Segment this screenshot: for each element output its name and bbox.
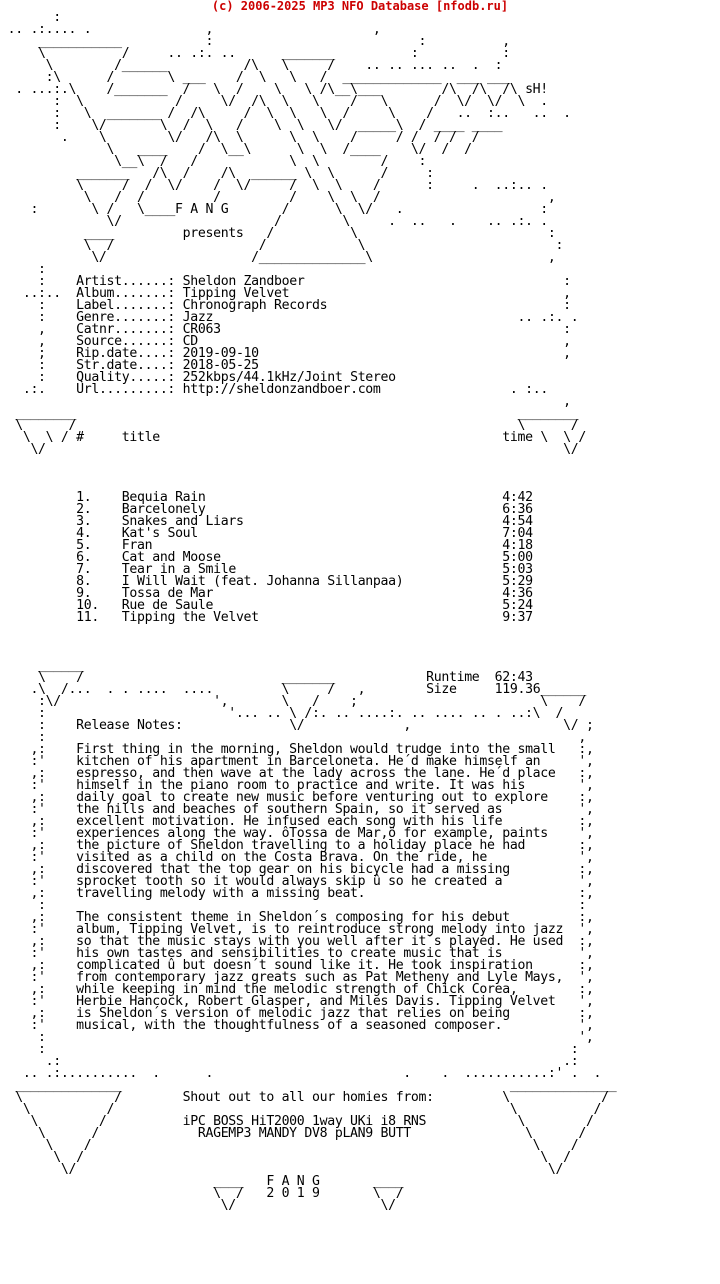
shoutout-text: Shout out to all our homies from: <box>182 1090 434 1105</box>
info-value: Tipping Velvet <box>182 286 290 301</box>
nfo-line: :\ / \ ___ / \ \ / _____________ ___ ___ <box>0 70 510 85</box>
nfo-line: .:. Url.........: http://sheldonzandboer.com . :.. <box>0 382 548 397</box>
nfo-line: : Label.......: Chronograph Records : <box>0 298 571 313</box>
notes-line: musical, with the thoughtfulness of a seasoned composer. <box>76 1018 503 1033</box>
info-value: Chronograph Records <box>182 298 328 313</box>
nfo-line: :' album, Tipping Velvet, is to reintroduce strong melody into jazz ', <box>0 922 594 937</box>
site-header: (c) 2006-2025 MP3 NFO Database [nfodb.ru] <box>211 0 509 13</box>
nfo-line: \/ \/ <box>0 1198 396 1213</box>
signature-year: 2 0 1 9 <box>266 1186 320 1201</box>
size-value: 119.36 <box>494 682 541 697</box>
info-label: Quality.....: <box>76 370 176 385</box>
nfo-line: ____ F A N G ____ <box>0 1174 404 1189</box>
column-header-num: # <box>76 430 84 445</box>
track-title: Rue de Saule <box>121 598 214 613</box>
nfo-line: ,: so that the music stays with you well after it´s played. He used :, <box>0 934 594 949</box>
nfo-line: \ / RAGEMP3 MANDY DV8 pLAN9 BUTT \ / <box>0 1126 586 1141</box>
nfo-line: , Source......: CD , <box>0 334 571 349</box>
nfo-line: : , <box>0 730 586 745</box>
notes-line: the hills and beaches of southern Spain, so it served as <box>76 802 503 817</box>
track-title: Fran <box>121 538 153 553</box>
info-value: CR063 <box>182 322 221 337</box>
track-number: 1. <box>76 490 92 505</box>
nfo-line: : \ / \/ /\ \ \ / \ / \/ \/ \ . <box>0 94 548 109</box>
nfo-line: ____ presents / \ : <box>0 226 556 241</box>
info-value: CD <box>182 334 198 349</box>
track-time: 5:24 <box>502 598 533 613</box>
info-value: 252kbps/44.1kHz/Joint Stereo <box>182 370 396 385</box>
nfo-line: \ / Shout out to all our homies from: \ / <box>0 1090 609 1105</box>
nfo-line: .. .:.......... . . . . ...........:' . . <box>0 1066 602 1081</box>
info-label: Rip.date....: <box>76 346 176 361</box>
nfo-line: \/ / \ . .. . .. .:. . <box>0 214 548 229</box>
nfo-line: ..:.. Album.......: Tipping Velvet , <box>0 286 571 301</box>
nfo-line: \/ /______________\ , <box>0 250 556 265</box>
track-time: 9:37 <box>502 610 533 625</box>
nfo-line: : <box>0 262 46 277</box>
track-number: 11. <box>76 610 99 625</box>
track-title: Tipping the Velvet <box>121 610 259 625</box>
track-number: 8. <box>76 574 92 589</box>
notes-line: his own tastes and sensibilities to create music that is <box>76 946 503 961</box>
notes-title: Release Notes: <box>76 718 183 733</box>
nfo-line: .\ /... . . .... .... \ / , Size 119.36______ <box>0 682 586 697</box>
nfo-line: : \ / \____F A N G / \ \/ . : <box>0 202 548 217</box>
nfo-line: : : <box>0 1042 579 1057</box>
track-time: 4:54 <box>502 514 533 529</box>
nfo-line: ______ <box>0 658 84 673</box>
groups-line: iPC BOSS HiT2000 1way UKi i8 RNS <box>182 1114 427 1129</box>
nfo-line: \/ \/ <box>0 442 579 457</box>
column-header-time: time <box>502 430 533 445</box>
nfo-line: \ / / \/ / \/ / \ \ / : . ..:.. . <box>0 178 548 193</box>
track-time: 5:03 <box>502 562 533 577</box>
track-title: Kat's Soul <box>121 526 198 541</box>
nfo-line: , Catnr.......: CR063 : <box>0 322 571 337</box>
nfo-line: ________ ________ <box>0 406 579 421</box>
track-title: Cat and Moose <box>121 550 221 565</box>
nfo-line: :' kitchen of his apartment in Barceloneta. He´d make himself an ', <box>0 754 594 769</box>
info-label: Artist......: <box>76 274 176 289</box>
nfo-line: :' his own tastes and sensibilities to create music that is ', <box>0 946 594 961</box>
nfo-line: : <box>0 10 61 25</box>
info-label: Str.date....: <box>76 358 176 373</box>
track-title: Tear in a Smile <box>121 562 236 577</box>
notes-line: Herbie Hancock, Robert Glasper, and Miles Davis. Tipping Velvet <box>76 994 556 1009</box>
notes-line: kitchen of his apartment in Barceloneta. He´d make himself an <box>76 754 541 769</box>
track-time: 4:18 <box>502 538 533 553</box>
nfo-line: ,: discovered that the top gear on his bicycle had a missing :, <box>0 862 594 877</box>
info-value: http://sheldonzandboer.com <box>182 382 381 397</box>
nfo-line: , <box>0 394 571 409</box>
notes-line: discovered that the top gear on his bicycle had a missing <box>76 862 510 877</box>
notes-line: so that the music stays with you well after it´s played. He used <box>76 934 564 949</box>
nfo-line: \ / \ / <box>0 418 579 433</box>
nfo-line: \ / .. .:. .. _______ : : <box>0 46 510 61</box>
track-number: 5. <box>76 538 92 553</box>
nfo-line: . ...:.\ /_______ / \ / \ \ /\__\___ /\ /\ /\ sH! <box>0 82 548 97</box>
notes-line: daily goal to create new music before venturing out to explore <box>76 790 548 805</box>
track-title: Bequia Rain <box>121 490 206 505</box>
nfo-line: : Genre.......: Jazz .. .:. . <box>0 310 579 325</box>
nfo-line: : : <box>0 898 586 913</box>
nfo-line: :' the hills and beaches of southern Spain, so it served as ', <box>0 802 594 817</box>
nfo-line: :' Herbie Hancock, Robert Glasper, and Miles Davis. Tipping Velvet ', <box>0 994 594 1009</box>
nfo-line: ,: espresso, and then wave at the lady across the lane. He´d place :, <box>0 766 594 781</box>
info-label: Album.......: <box>76 286 176 301</box>
notes-line: First thing in the morning, Sheldon would trudge into the small <box>76 742 556 757</box>
nfo-line: ,: the picture of Sheldon travelling to a holiday place he had :, <box>0 838 594 853</box>
nfo-line: .. .:.... . , , <box>0 22 381 37</box>
notes-line: while keeping in mind the melodic strength of Chick Corea, <box>76 982 518 997</box>
notes-line: complicated û but doesn´t sound like it. He took inspiration <box>76 958 533 973</box>
nfo-line: \ /______ /\ \ / .. .. ... .. . : <box>0 58 503 73</box>
nfo-line: : Str.date....: 2018-05-25 <box>0 358 259 373</box>
track-time: 7:04 <box>502 526 533 541</box>
nfo-line: :' from contemporary jazz greats such as Pat Metheny and Lyle Mays, ', <box>0 970 594 985</box>
nfo-line: : \ _______ / /\ / \ \ \ / \ / .. :.. .. . <box>0 106 571 121</box>
nfo-line: : Release Notes: \/ , \/ ; <box>0 718 594 733</box>
nfo-line: ______________ ______________ <box>0 1078 617 1093</box>
nfo-line: :' experiences along the way. ôTossa de Mar,ö for example, paints ', <box>0 826 594 841</box>
info-value: 2018-05-25 <box>182 358 259 373</box>
track-number: 3. <box>76 514 92 529</box>
notes-line: visited as a child on the Costa Brava. On the ride, he <box>76 850 488 865</box>
notes-line: espresso, and then wave at the lady across the lane. He´d place <box>76 766 556 781</box>
nfo-content <box>0 12 616 1212</box>
track-number: 10. <box>76 598 99 613</box>
nfo-line: :\/ ', \ / ; \ / <box>0 694 586 709</box>
nfo-line: :' sprocket tooth so it would always skip û so he created a ', <box>0 874 594 889</box>
nfo-line: ; Rip.date....: 2019-09-10 , <box>0 346 571 361</box>
nfo-line: \ / 2 0 1 9 \ / <box>0 1186 404 1201</box>
track-time: 4:36 <box>502 586 533 601</box>
nfo-line: : Quality.....: 252kbps/44.1kHz/Joint Stereo <box>0 370 396 385</box>
nfo-line: \ / iPC BOSS HiT2000 1way UKi i8 RNS \ / <box>0 1114 594 1129</box>
nfo-line: \ \ / # title time \ \ / <box>0 430 587 445</box>
nfo-line: .: .: <box>0 1054 579 1069</box>
nfo-line: :' himself in the piano room to practice and write. It was his ', <box>0 778 594 793</box>
nfo-line: ___________ : : , <box>0 34 510 49</box>
nfo-line: : '... .. \ /:. .. ....:. .. .... .. . ..:\ / <box>0 706 564 721</box>
track-number: 6. <box>76 550 92 565</box>
track-number: 2. <box>76 502 92 517</box>
info-label: Catnr.......: <box>76 322 176 337</box>
group-name: F A N G <box>175 202 229 217</box>
track-title: I Will Wait (feat. Johanna Sillanpaa) <box>121 574 404 589</box>
nfo-line: \ / / / / \ \ / , <box>0 190 556 205</box>
logo-tag: sH! <box>525 82 548 97</box>
notes-line: himself in the piano room to practice and write. It was his <box>76 778 526 793</box>
nfo-line: \ / \ / <box>0 1138 579 1153</box>
nfo-line: ,: complicated û but doesn´t sound like it. He took inspiration :, <box>0 958 594 973</box>
nfo-line: ,: First thing in the morning, Sheldon would trudge into the small :, <box>0 742 594 757</box>
runtime-label: Runtime <box>426 670 480 685</box>
nfo-line: \__\ / / \ \ / : <box>0 154 457 169</box>
nfo-line: _______ /\ / /\ ______ \ \ / : <box>0 166 434 181</box>
notes-line: from contemporary jazz greats such as Pat Metheny and Lyle Mays, <box>76 970 564 985</box>
notes-line: excellent motivation. He infused each song with his life <box>76 814 503 829</box>
info-label: Url.........: <box>76 382 176 397</box>
nfo-line: \ / \ / <box>0 1150 571 1165</box>
column-header-title: title <box>121 430 160 445</box>
track-number: 9. <box>76 586 92 601</box>
nfo-line: ,: travelling melody with a missing beat. :, <box>0 886 594 901</box>
nfo-line: \ ____ / \__\ \ \ /____ \/ / / <box>0 142 472 157</box>
nfo-line: . \ \/ /\ \ \ \ / / / / / / <box>0 130 480 145</box>
notes-line: sprocket tooth so it would always skip û so he created a <box>76 874 503 889</box>
nfo-line: \/ \/ <box>0 1162 564 1177</box>
info-value: Jazz <box>182 310 214 325</box>
notes-line: is Sheldon´s version of melodic jazz that relies on being <box>76 1006 510 1021</box>
notes-line: the picture of Sheldon travelling to a holiday place he had <box>76 838 526 853</box>
nfo-line: ,: daily goal to create new music before venturing out to explore :, <box>0 790 594 805</box>
nfo-line: ,: excellent motivation. He infused each song with his life :, <box>0 814 594 829</box>
track-time: 6:36 <box>502 502 533 517</box>
nfo-line: : \/ \ / \ / \ \ \/ _____\ / ____ ____ <box>0 118 503 133</box>
track-title: Barcelonely <box>121 502 206 517</box>
notes-line: album, Tipping Velvet, is to reintroduce strong melody into jazz <box>76 922 564 937</box>
runtime-value: 62:43 <box>494 670 533 685</box>
track-time: 5:00 <box>502 550 533 565</box>
info-label: Source......: <box>76 334 176 349</box>
nfo-line: :' visited as a child on the Costa Brava. On the ride, he ', <box>0 850 594 865</box>
nfo-line: ,: The consistent theme in Sheldon´s composing for his debut :, <box>0 910 594 925</box>
size-label: Size <box>426 682 457 697</box>
track-number: 7. <box>76 562 92 577</box>
groups-line: RAGEMP3 MANDY DV8 pLAN9 BUTT <box>197 1126 411 1141</box>
info-label: Genre.......: <box>76 310 176 325</box>
nfo-line: \ / / \ : <box>0 238 564 253</box>
notes-line: experiences along the way. ôTossa de Mar,ö for example, paints <box>76 826 548 841</box>
notes-line: The consistent theme in Sheldon´s composing for his debut <box>76 910 510 925</box>
track-time: 5:29 <box>502 574 533 589</box>
track-title: Tossa de Mar <box>121 586 214 601</box>
nfo-line: \ / \ / <box>0 1102 602 1117</box>
nfo-line: :' musical, with the thoughtfulness of a seasoned composer. ', <box>0 1018 594 1033</box>
nfo-line: ,: is Sheldon´s version of melodic jazz that relies on being :, <box>0 1006 594 1021</box>
signature-name: F A N G <box>266 1174 320 1189</box>
track-title: Snakes and Liars <box>121 514 244 529</box>
presents-text: presents <box>182 226 244 241</box>
nfo-line: : Artist......: Sheldon Zandboer : <box>0 274 571 289</box>
track-number: 4. <box>76 526 92 541</box>
info-label: Label.......: <box>76 298 176 313</box>
info-value: Sheldon Zandboer <box>182 274 305 289</box>
nfo-line: : ', <box>0 1030 594 1045</box>
nfo-line: \ / _______ Runtime 62:43 <box>0 670 533 685</box>
nfo-line <box>0 610 533 625</box>
track-time: 4:42 <box>502 490 533 505</box>
info-value: 2019-09-10 <box>182 346 259 361</box>
notes-line: travelling melody with a missing beat. <box>76 886 366 901</box>
nfo-line: ,: while keeping in mind the melodic strength of Chick Corea, :, <box>0 982 594 997</box>
